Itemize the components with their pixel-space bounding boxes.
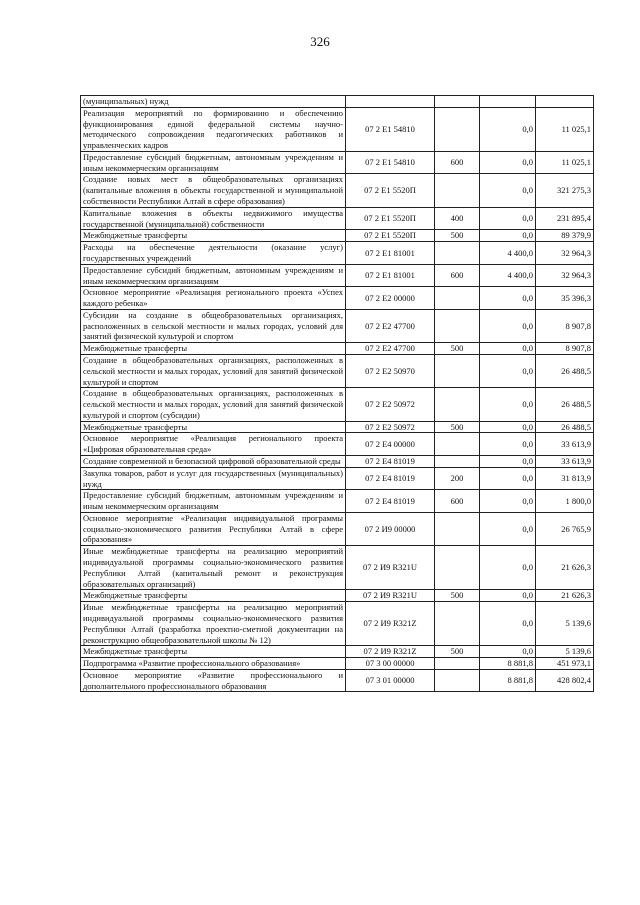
table-row [81,421,594,433]
row-name: Иные межбюджетные трансферты на реализацию мероприятий индивидуальной программы социально-экономического развития Республики Алтай (разработка проектно-сметной документации на реконструкцию общеобразовательной школы № 12) [81,602,346,646]
row-amount-b: 5 139,6 [536,602,594,646]
row-expense-type [435,107,480,151]
row-code: 07 2 E1 81001 [346,242,435,265]
table-row [81,242,594,265]
table-row [81,490,594,513]
row-code: 07 2 E1 81001 [346,264,435,287]
table-row [81,354,594,387]
row-amount-b: 31 813,9 [536,467,594,490]
row-amount-b: 35 396,3 [536,287,594,310]
row-code: 07 2 И9 R321Z [346,602,435,646]
table-row [81,174,594,207]
row-expense-type [435,174,480,207]
table-row [81,264,594,287]
row-name: Субсидии на создание в общеобразовательных организациях, расположенных в сельской местности и малых городах, условий для занятий физической культурой и спортом [81,309,346,342]
row-code: 07 2 И9 R321Z [346,646,435,658]
row-code: 07 2 E1 5520П [346,230,435,242]
row-expense-type: 500 [435,421,480,433]
row-amount-a: 0,0 [480,590,536,602]
row-amount-b: 21 626,3 [536,546,594,590]
row-amount-a: 0,0 [480,546,536,590]
row-expense-type: 500 [435,590,480,602]
row-name: Создание современной и безопасной цифровой образовательной среды [81,456,346,468]
row-amount-b: 8 907,8 [536,309,594,342]
row-code: 07 3 00 00000 [346,658,435,670]
row-code: 07 2 E2 47700 [346,309,435,342]
row-amount-b: 32 964,3 [536,264,594,287]
row-amount-b: 26 488,5 [536,388,594,421]
row-code: 07 2 E1 54810 [346,107,435,151]
row-amount-b [536,96,594,108]
row-amount-b: 1 800,0 [536,490,594,513]
row-amount-a: 0,0 [480,354,536,387]
row-amount-b: 428 802,4 [536,669,594,692]
row-amount-b: 231 895,4 [536,207,594,230]
row-amount-a: 0,0 [480,174,536,207]
table-row [81,658,594,670]
row-amount-b: 33 613,9 [536,433,594,456]
row-name: Иные межбюджетные трансферты на реализацию мероприятий индивидуальной программы социально-экономического развития Республики Алтай (капитальный ремонт и реконструкция образовательных организаций) [81,546,346,590]
row-name: Основное мероприятие «Реализация регионального проекта «Успех каждого ребенка» [81,287,346,310]
table-row [81,590,594,602]
row-name: (муниципальных) нужд [81,96,346,108]
row-amount-a: 0,0 [480,433,536,456]
row-expense-type: 500 [435,230,480,242]
row-amount-a: 0,0 [480,309,536,342]
row-name: Межбюджетные трансферты [81,343,346,355]
row-expense-type [435,242,480,265]
row-expense-type: 500 [435,646,480,658]
row-amount-a: 0,0 [480,602,536,646]
row-amount-a: 0,0 [480,151,536,174]
row-amount-b: 32 964,3 [536,242,594,265]
row-amount-a: 0,0 [480,230,536,242]
row-name: Предоставление субсидий бюджетным, автономным учреждениям и иным некоммерческим организациям [81,490,346,513]
row-amount-a: 0,0 [480,107,536,151]
row-amount-b: 321 275,3 [536,174,594,207]
table-row [81,669,594,692]
table-row [81,151,594,174]
row-name: Межбюджетные трансферты [81,421,346,433]
row-amount-a: 0,0 [480,207,536,230]
row-code: 07 2 E1 5520П [346,174,435,207]
row-amount-b: 8 907,8 [536,343,594,355]
row-name: Межбюджетные трансферты [81,590,346,602]
row-amount-a: 0,0 [480,388,536,421]
row-name: Подпрограмма «Развитие профессионального образования» [81,658,346,670]
table-row [81,433,594,456]
budget-table [80,95,594,692]
row-expense-type: 600 [435,151,480,174]
row-amount-a [480,96,536,108]
row-code [346,96,435,108]
row-amount-b: 89 379,9 [536,230,594,242]
row-code: 07 2 И9 R321U [346,546,435,590]
row-name: Создание в общеобразовательных организациях, расположенных в сельской местности и малых городах, условий для занятий физической культурой и спортом [81,354,346,387]
table-row [81,456,594,468]
row-amount-b: 26 488,5 [536,421,594,433]
row-amount-b: 11 025,1 [536,107,594,151]
row-code: 07 2 E2 00000 [346,287,435,310]
row-code: 07 2 E2 50972 [346,388,435,421]
row-expense-type [435,309,480,342]
row-amount-b: 11 025,1 [536,151,594,174]
row-code: 07 2 E1 54810 [346,151,435,174]
page-number: 326 [310,34,330,49]
row-expense-type [435,456,480,468]
table-row [81,602,594,646]
row-expense-type [435,287,480,310]
row-name: Межбюджетные трансферты [81,230,346,242]
table-row [81,207,594,230]
row-expense-type [435,602,480,646]
row-code: 07 2 E2 50972 [346,421,435,433]
row-code: 07 2 E4 00000 [346,433,435,456]
row-expense-type [435,354,480,387]
row-name: Капитальные вложения в объекты недвижимого имущества государственной (муниципальной) собственности [81,207,346,230]
row-expense-type: 600 [435,490,480,513]
row-amount-a: 0,0 [480,646,536,658]
row-expense-type: 500 [435,343,480,355]
row-amount-b: 26 765,9 [536,512,594,545]
row-name: Основное мероприятие «Развитие профессионального и дополнительного профессионального образования [81,669,346,692]
row-amount-a: 8 881,8 [480,658,536,670]
row-expense-type: 400 [435,207,480,230]
row-expense-type [435,96,480,108]
row-expense-type: 600 [435,264,480,287]
row-expense-type [435,658,480,670]
row-code: 07 2 И9 R321U [346,590,435,602]
row-expense-type [435,433,480,456]
row-amount-a: 0,0 [480,456,536,468]
row-expense-type [435,388,480,421]
row-code: 07 2 E4 81019 [346,467,435,490]
row-name: Предоставление субсидий бюджетным, автономным учреждениям и иным некоммерческим организациям [81,151,346,174]
row-amount-a: 0,0 [480,512,536,545]
row-amount-b: 33 613,9 [536,456,594,468]
row-expense-type [435,546,480,590]
table-row [81,96,594,108]
row-name: Межбюджетные трансферты [81,646,346,658]
table-row [81,646,594,658]
table-row [81,546,594,590]
row-name: Основное мероприятие «Реализация регионального проекта «Цифровая образовательная среда» [81,433,346,456]
row-name: Создание новых мест в общеобразовательных организациях (капитальные вложения в объекты государственной и муниципальной собственности Республики Алтай в сфере образования) [81,174,346,207]
row-name: Расходы на обеспечение деятельности (оказание услуг) государственных учреждений [81,242,346,265]
row-amount-a: 0,0 [480,421,536,433]
table-row [81,107,594,151]
table-row [81,467,594,490]
row-amount-a: 4 400,0 [480,264,536,287]
row-code: 07 3 01 00000 [346,669,435,692]
row-amount-b: 451 973,1 [536,658,594,670]
row-amount-a: 8 881,8 [480,669,536,692]
row-name: Закупка товаров, работ и услуг для государственных (муниципальных) нужд [81,467,346,490]
row-amount-a: 0,0 [480,467,536,490]
table-row [81,512,594,545]
table-row [81,309,594,342]
table-row [81,388,594,421]
row-amount-b: 21 626,3 [536,590,594,602]
row-amount-b: 26 488,5 [536,354,594,387]
row-name: Реализация мероприятий по формированию и обеспечению функционирования единой федеральной системы научно-методического сопровождения педагогических работников и управленческих кадров [81,107,346,151]
row-code: 07 2 E4 81019 [346,490,435,513]
row-amount-a: 0,0 [480,287,536,310]
row-amount-a: 0,0 [480,343,536,355]
row-amount-a: 0,0 [480,490,536,513]
row-expense-type [435,512,480,545]
row-name: Создание в общеобразовательных организациях, расположенных в сельской местности и малых городах, условий для занятий физической культурой и спортом (субсидии) [81,388,346,421]
row-amount-b: 5 139,6 [536,646,594,658]
row-name: Основное мероприятие «Реализация индивидуальной программы социально-экономического развития Республики Алтай в сфере образования» [81,512,346,545]
row-expense-type: 200 [435,467,480,490]
budget-table-body [81,96,594,692]
row-code: 07 2 E2 47700 [346,343,435,355]
row-code: 07 2 E4 81019 [346,456,435,468]
row-code: 07 2 E1 5520П [346,207,435,230]
row-amount-a: 4 400,0 [480,242,536,265]
table-row [81,343,594,355]
row-code: 07 2 И9 00000 [346,512,435,545]
table-row [81,230,594,242]
row-expense-type [435,669,480,692]
row-name: Предоставление субсидий бюджетным, автономным учреждениям и иным некоммерческим организациям [81,264,346,287]
row-code: 07 2 E2 50970 [346,354,435,387]
table-row [81,287,594,310]
